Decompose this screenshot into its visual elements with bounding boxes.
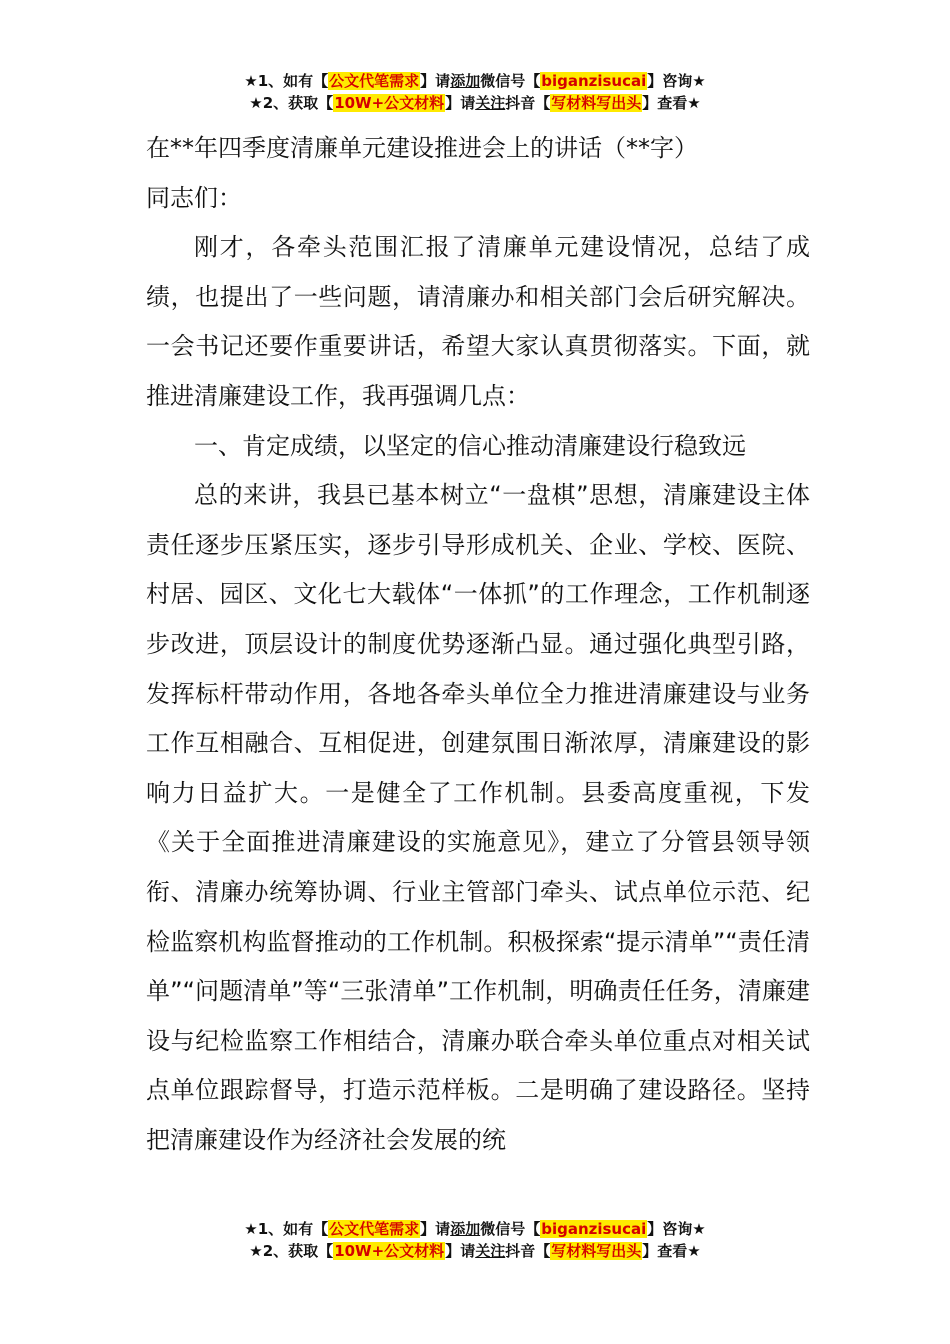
promo-text: 抖音【 [505,1242,551,1260]
document-body [146,124,810,1165]
promo-highlight: 10W+公文材料 [334,1242,445,1260]
wechat-id-highlight: biganzisucai [541,1220,647,1238]
promo-text: 抖音【 [505,94,551,112]
salutation: 同志们： [146,183,242,212]
promo-text: 】请 [420,72,451,90]
promo-line-2 [0,1240,950,1262]
promo-banner-top [0,70,950,114]
promo-text: 】请 [445,94,476,112]
promo-text: ★2、获取【 [249,94,334,112]
promo-underlined: 关注 [475,94,506,112]
document-title: 在**年四季度清廉单元建设推进会上的讲话（**字） [146,134,698,162]
douyin-name-highlight: 写材料写出头 [551,1242,642,1260]
promo-underlined: 关注 [475,1242,506,1260]
promo-text: 微信号【 [480,1220,541,1238]
promo-text: 微信号【 [480,72,541,90]
promo-text: ★1、如有【 [244,72,329,90]
promo-text: 】查看★ [642,94,701,112]
promo-highlight: 10W+公文材料 [334,94,445,112]
promo-underlined: 添加 [450,1220,481,1238]
promo-line-2 [0,92,950,114]
promo-text: ★2、获取【 [249,1242,334,1260]
promo-text: 】咨询★ [647,72,706,90]
paragraph-achievements: 总的来讲，我县已基本树立“一盘棋”思想，清廉建设主体责任逐步压紧压实，逐步引导形成机关、企业、学校、医院、村居、园区、文化七大载体“一体抓”的工作理念，工作机制逐步改进，顶层设计的制度优势逐渐凸显。通过强化典型引路，发挥标杆带动作用，各地各牵头单位全力推进清廉建设与业务工作互相融合、互相促进，创建氛围日渐浓厚，清廉建设的影响力日益扩大。一是健全了工作机制。县委高度重视，下发《关于全面推进清廉建设的实施意见》，建立了分管县领导领衔、清廉办统筹协调、行业主管部门牵头、试点单位示范、纪检监察机构监督推动的工作机制。积极探索“提示清单”“责任清单”“问题清单”等“三张清单”工作机制，明确责任任务，清廉建设与纪检监察工作相结合，清廉办联合牵头单位重点对相关试点单位跟踪督导，打造示范样板。二是明确了建设路径。坚持把清廉建设作为经济社会发展的统 [146,481,810,1154]
paragraph-intro: 刚才，各牵头范围汇报了清廉单元建设情况，总结了成绩，也提出了一些问题，请清廉办和相关部门会后研究解决。一会书记还要作重要讲话，希望大家认真贯彻落实。下面，就推进清廉建设工作，我再强调几点： [146,233,810,410]
douyin-name-highlight: 写材料写出头 [551,94,642,112]
promo-text: 】请 [420,1220,451,1238]
promo-highlight: 公文代笔需求 [329,72,420,90]
promo-line-1 [0,1218,950,1240]
promo-text: 】查看★ [642,1242,701,1260]
promo-underlined: 添加 [450,72,481,90]
wechat-id-highlight: biganzisucai [541,72,647,90]
promo-text: 】请 [445,1242,476,1260]
promo-text: 】咨询★ [647,1220,706,1238]
promo-banner-bottom [0,1218,950,1262]
promo-highlight: 公文代笔需求 [329,1220,420,1238]
section-heading: 一、肯定成绩，以坚定的信心推动清廉建设行稳致远 [194,431,746,460]
promo-text: ★1、如有【 [244,1220,329,1238]
promo-line-1 [0,70,950,92]
